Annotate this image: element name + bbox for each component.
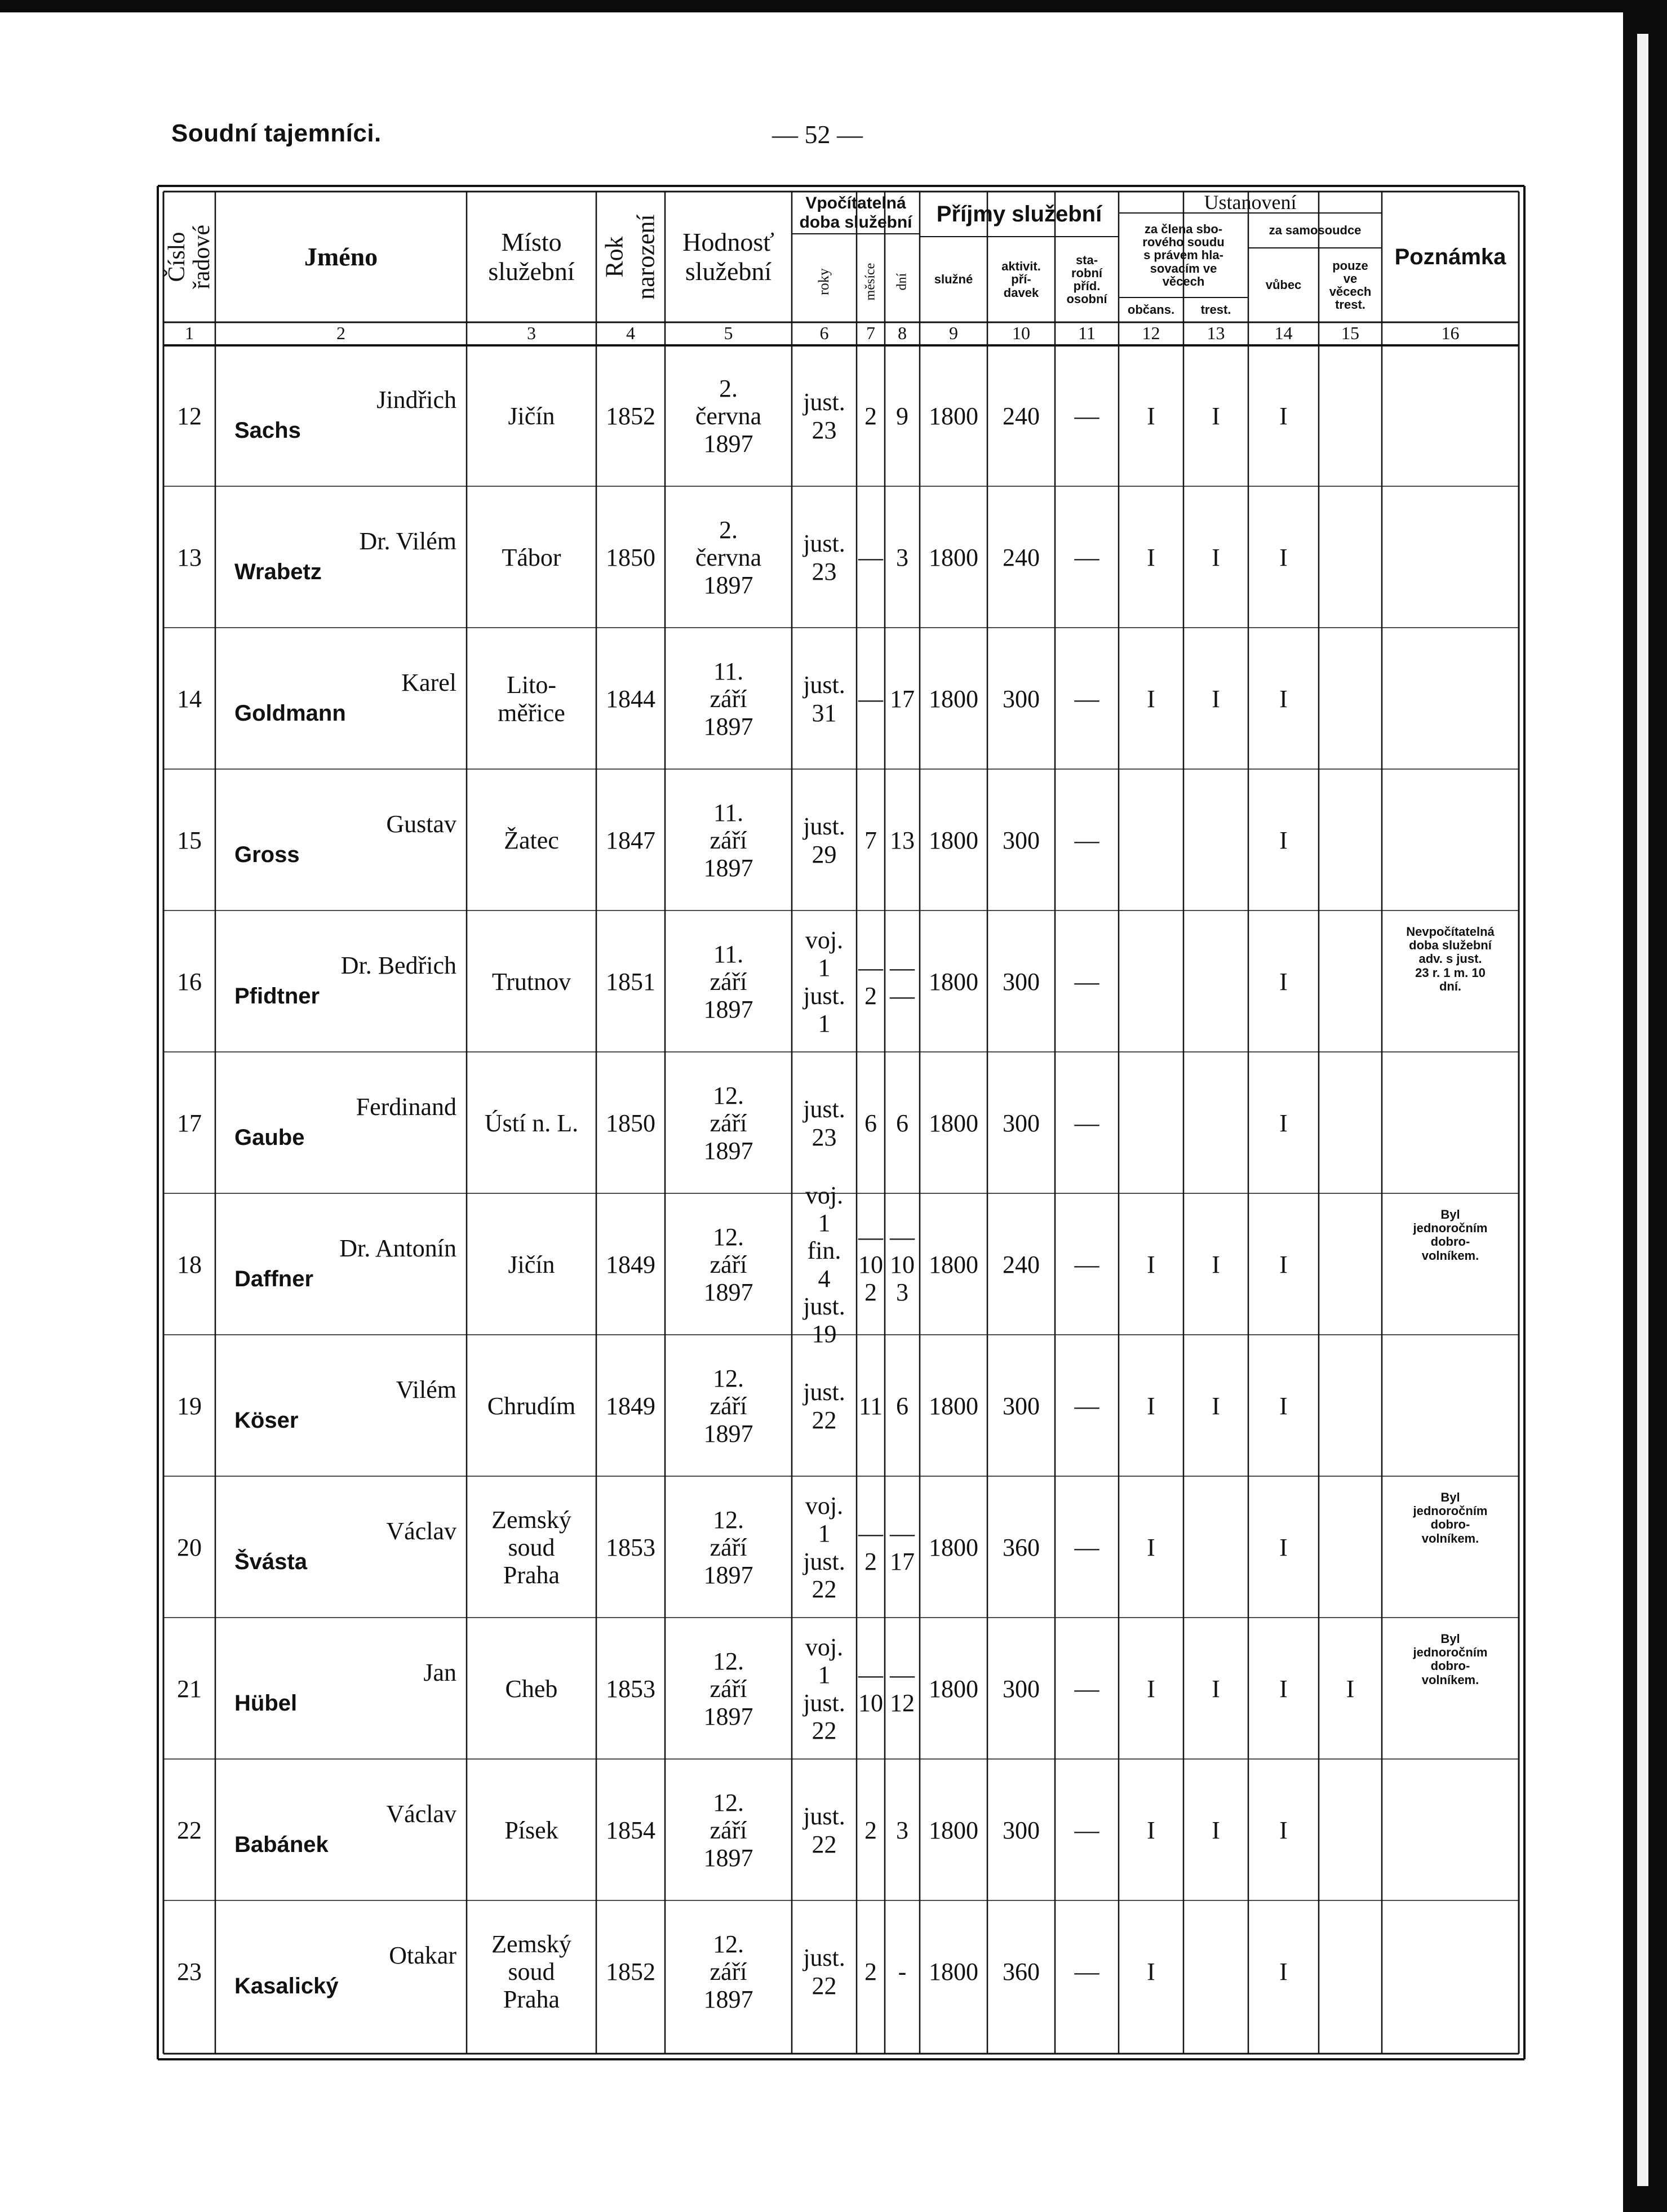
personal-allowance: — xyxy=(1074,1109,1099,1137)
service-months: — xyxy=(858,543,883,571)
panel-civil: I xyxy=(1147,1533,1155,1561)
activity-allowance: 240 xyxy=(1003,1250,1040,1278)
service-years: just. 22 xyxy=(803,1378,845,1434)
page-number: — 52 — xyxy=(772,120,863,149)
salary: 1800 xyxy=(929,1816,978,1844)
remark xyxy=(1382,1055,1519,1191)
service-years: just. 22 xyxy=(803,1944,845,2000)
first-name: Dr. Antonín xyxy=(339,1234,456,1262)
single-judge-general: I xyxy=(1279,1392,1288,1420)
panel-civil: I xyxy=(1147,1392,1155,1420)
single-judge-criminal xyxy=(1319,1762,1382,1898)
service-rank-date: 12. září 1897 xyxy=(703,1364,753,1448)
salary: 1800 xyxy=(929,1533,978,1561)
salary: 1800 xyxy=(929,1109,978,1137)
activity-allowance: 240 xyxy=(1003,543,1040,571)
row-number: 18 xyxy=(177,1250,202,1278)
last-name: Wrabetz xyxy=(234,559,322,584)
single-judge-general: I xyxy=(1279,543,1288,571)
panel-civil xyxy=(1119,914,1183,1050)
remark: Byl jednoročním dobro- volníkem. xyxy=(1413,1490,1488,1545)
row-number: 16 xyxy=(177,967,202,996)
panel-criminal xyxy=(1183,914,1248,1050)
last-name: Gaube xyxy=(234,1125,305,1150)
personal-allowance: — xyxy=(1074,543,1099,571)
birth-year: 1852 xyxy=(606,1957,655,1986)
remark xyxy=(1382,772,1519,908)
service-days: 13 xyxy=(890,826,915,854)
service-years: just. 23 xyxy=(803,530,845,585)
header-trest: trest. xyxy=(1200,303,1231,317)
service-years: just. 31 xyxy=(803,671,845,727)
panel-civil: I xyxy=(1147,543,1155,571)
header-narozeni: narození xyxy=(632,214,660,300)
service-place: Žatec xyxy=(504,826,559,854)
header-ustanoveni: Ustanovení xyxy=(1204,190,1297,214)
personal-allowance: — xyxy=(1074,685,1099,713)
single-judge-criminal xyxy=(1319,1480,1382,1615)
panel-civil: I xyxy=(1147,1250,1155,1278)
single-judge-criminal xyxy=(1319,490,1382,625)
personal-allowance: — xyxy=(1074,967,1099,996)
salary: 1800 xyxy=(929,685,978,713)
first-name: Ferdinand xyxy=(356,1093,456,1121)
header-doba-group: Vpočítatelná doba služební xyxy=(799,193,912,232)
row-number: 13 xyxy=(177,543,202,571)
personal-allowance: — xyxy=(1074,1533,1099,1561)
service-years: voj. 1 fin. 4 just. 19 xyxy=(803,1181,845,1348)
header-roky: roky xyxy=(815,268,832,295)
panel-criminal xyxy=(1183,1055,1248,1191)
service-days: — 12 xyxy=(890,1661,915,1717)
activity-allowance: 240 xyxy=(1003,402,1040,430)
header-hodnost: Hodnosť služební xyxy=(682,228,774,286)
single-judge-criminal xyxy=(1319,1055,1382,1191)
service-place: Písek xyxy=(504,1816,558,1844)
service-days: 6 xyxy=(896,1109,908,1137)
activity-allowance: 300 xyxy=(1003,685,1040,713)
column-number-9: 9 xyxy=(949,323,958,344)
last-name: Köser xyxy=(234,1408,299,1433)
header-radove: řadové xyxy=(189,224,215,290)
service-place: Lito- měřice xyxy=(498,671,565,727)
column-number-7: 7 xyxy=(866,323,875,344)
salary: 1800 xyxy=(929,826,978,854)
activity-allowance: 300 xyxy=(1003,1816,1040,1844)
header-vubec: vůbec xyxy=(1265,278,1302,292)
single-judge-general: I xyxy=(1279,1109,1288,1137)
service-rank-date: 11. září 1897 xyxy=(703,940,753,1024)
single-judge-general: I xyxy=(1279,1674,1288,1703)
last-name: Sachs xyxy=(234,418,301,443)
service-months: 2 xyxy=(864,402,877,430)
personal-allowance: — xyxy=(1074,1957,1099,1986)
row-number: 20 xyxy=(177,1533,202,1561)
activity-allowance: 360 xyxy=(1003,1957,1040,1986)
service-years: voj. 1 just. 1 xyxy=(803,926,845,1037)
service-months: 6 xyxy=(864,1109,877,1137)
single-judge-general: I xyxy=(1279,1533,1288,1561)
birth-year: 1844 xyxy=(606,685,655,713)
service-place: Zemský soud Praha xyxy=(491,1930,571,2014)
panel-criminal: I xyxy=(1212,1250,1220,1278)
remark xyxy=(1382,1762,1519,1898)
service-days: 17 xyxy=(890,685,915,713)
panel-criminal xyxy=(1183,1480,1248,1615)
service-months: 2 xyxy=(864,1957,877,1986)
service-months: 2 xyxy=(864,1816,877,1844)
single-judge-general: I xyxy=(1279,1816,1288,1844)
birth-year: 1847 xyxy=(606,826,655,854)
header-mesice: měsíce xyxy=(863,263,878,301)
single-judge-general: I xyxy=(1279,826,1288,854)
birth-year: 1851 xyxy=(606,967,655,996)
remark: Byl jednoročním dobro- volníkem. xyxy=(1413,1207,1488,1263)
last-name: Hübel xyxy=(234,1691,298,1716)
service-rank-date: 12. září 1897 xyxy=(703,1788,753,1872)
column-number-12: 12 xyxy=(1142,323,1160,344)
service-days: 3 xyxy=(896,1816,908,1844)
activity-allowance: 300 xyxy=(1003,826,1040,854)
remark xyxy=(1382,348,1519,484)
single-judge-criminal xyxy=(1319,914,1382,1050)
service-rank-date: 2. června 1897 xyxy=(695,516,762,599)
column-number-8: 8 xyxy=(898,323,907,344)
last-name: Pfidtner xyxy=(234,984,320,1009)
row-number: 22 xyxy=(177,1816,202,1844)
personal-allowance: — xyxy=(1074,1674,1099,1703)
row-number: 21 xyxy=(177,1674,202,1703)
single-judge-criminal xyxy=(1319,1904,1382,2040)
column-number-15: 15 xyxy=(1341,323,1359,344)
panel-criminal xyxy=(1183,772,1248,908)
panel-civil: I xyxy=(1147,685,1155,713)
salary: 1800 xyxy=(929,402,978,430)
column-number-10: 10 xyxy=(1012,323,1030,344)
column-number-13: 13 xyxy=(1207,323,1225,344)
service-place: Trutnov xyxy=(491,967,571,996)
personal-allowance: — xyxy=(1074,1392,1099,1420)
service-days: 3 xyxy=(896,543,908,571)
salary: 1800 xyxy=(929,1392,978,1420)
single-judge-criminal xyxy=(1319,1197,1382,1332)
single-judge-general: I xyxy=(1279,402,1288,430)
service-months: — 10 xyxy=(858,1661,883,1717)
last-name: Kasalický xyxy=(234,1974,339,1998)
first-name: Jindřich xyxy=(376,386,456,414)
header-starobni: sta- robní příd. osobní xyxy=(1066,252,1107,307)
service-years: voj. 1 just. 22 xyxy=(803,1491,845,1603)
service-rank-date: 12. září 1897 xyxy=(703,1223,753,1307)
last-name: Babánek xyxy=(234,1832,329,1857)
personal-allowance: — xyxy=(1074,1816,1099,1844)
column-number-5: 5 xyxy=(724,323,733,344)
row-number: 15 xyxy=(177,826,202,854)
personal-allowance: — xyxy=(1074,402,1099,430)
single-judge-criminal xyxy=(1319,348,1382,484)
header-misto: Místo služební xyxy=(488,228,575,286)
service-place: Chrudím xyxy=(487,1392,576,1420)
personal-allowance: — xyxy=(1074,1250,1099,1278)
panel-civil xyxy=(1119,772,1183,908)
panel-criminal: I xyxy=(1212,402,1220,430)
column-number-6: 6 xyxy=(819,323,829,344)
single-judge-criminal xyxy=(1319,631,1382,767)
column-number-3: 3 xyxy=(527,323,536,344)
service-rank-date: 2. června 1897 xyxy=(695,374,762,458)
service-place: Tábor xyxy=(502,543,561,571)
header-aktivit: aktivit. pří- davek xyxy=(1001,259,1041,300)
service-rank-date: 12. září 1897 xyxy=(703,1081,753,1165)
panel-civil xyxy=(1119,1055,1183,1191)
row-number: 23 xyxy=(177,1957,202,1986)
single-judge-general: I xyxy=(1279,967,1288,996)
service-years: just. 29 xyxy=(803,812,845,868)
service-months: — 2 xyxy=(858,954,883,1010)
header-poznamka: Poznámka xyxy=(1394,244,1506,269)
panel-criminal xyxy=(1183,1904,1248,2040)
personal-allowance: — xyxy=(1074,826,1099,854)
service-rank-date: 12. září 1897 xyxy=(703,1930,753,2014)
column-number-16: 16 xyxy=(1441,323,1460,344)
service-place: Ústí n. L. xyxy=(484,1109,579,1137)
service-days: - xyxy=(898,1957,907,1986)
service-months: — 2 xyxy=(858,1520,883,1575)
last-name: Švásta xyxy=(234,1549,307,1574)
single-judge-general: I xyxy=(1279,1957,1288,1986)
section-title: Soudní tajemníci. xyxy=(171,119,382,147)
panel-criminal: I xyxy=(1212,1816,1220,1844)
header-cislo: Číslo xyxy=(164,232,190,282)
birth-year: 1849 xyxy=(606,1250,655,1278)
service-days: — — xyxy=(890,954,915,1010)
activity-allowance: 300 xyxy=(1003,1109,1040,1137)
remark: Nevpočítatelná doba služební adv. s just. 23 r. 1 m. 10 dní. xyxy=(1406,925,1495,993)
first-name: Dr. Vilém xyxy=(359,527,456,555)
birth-year: 1852 xyxy=(606,402,655,430)
activity-allowance: 360 xyxy=(1003,1533,1040,1561)
header-sbor-group: za člena sbo- rového soudu s právem hla- sovacím ve věcech xyxy=(1142,222,1225,288)
header-dni: dní xyxy=(894,273,910,291)
service-rank-date: 12. září 1897 xyxy=(703,1505,753,1589)
service-rank-date: 11. září 1897 xyxy=(703,798,753,882)
salary: 1800 xyxy=(929,543,978,571)
panel-civil: I xyxy=(1147,402,1155,430)
service-place: Jičín xyxy=(508,402,555,430)
panel-civil: I xyxy=(1147,1674,1155,1703)
panel-civil: I xyxy=(1147,1816,1155,1844)
panel-criminal: I xyxy=(1212,1392,1220,1420)
first-name: Dr. Bedřich xyxy=(340,952,456,979)
service-months: 7 xyxy=(864,826,877,854)
first-name: Jan xyxy=(423,1659,456,1686)
column-number-1: 1 xyxy=(185,323,194,344)
remark: Byl jednoročním dobro- volníkem. xyxy=(1413,1632,1488,1687)
panel-criminal: I xyxy=(1212,1674,1220,1703)
header-prijmy-group: Příjmy služební xyxy=(936,201,1102,226)
row-number: 14 xyxy=(177,685,202,713)
first-name: Vilém xyxy=(396,1376,456,1403)
column-number-14: 14 xyxy=(1274,323,1293,344)
remark xyxy=(1382,1904,1519,2040)
column-number-2: 2 xyxy=(336,323,345,344)
header-jmeno: Jméno xyxy=(304,242,378,272)
first-name: Václav xyxy=(386,1800,456,1828)
header-obcans: občans. xyxy=(1127,303,1175,317)
header-rok: Rok xyxy=(600,236,628,278)
column-number-4: 4 xyxy=(626,323,635,344)
salary: 1800 xyxy=(929,1674,978,1703)
column-number-11: 11 xyxy=(1078,323,1096,344)
row-number: 17 xyxy=(177,1109,202,1137)
first-name: Gustav xyxy=(386,810,456,838)
service-years: just. 23 xyxy=(803,388,845,444)
row-number: 19 xyxy=(177,1392,202,1420)
row-number: 12 xyxy=(177,402,202,430)
service-years: voj. 1 just. 22 xyxy=(803,1633,845,1744)
birth-year: 1849 xyxy=(606,1392,655,1420)
service-place: Zemský soud Praha xyxy=(491,1505,571,1589)
service-rank-date: 12. září 1897 xyxy=(703,1647,753,1731)
header-samosoudce-group: za samosoudce xyxy=(1269,223,1362,238)
last-name: Daffner xyxy=(234,1267,314,1291)
single-judge-criminal xyxy=(1319,1338,1382,1474)
remark xyxy=(1382,490,1519,625)
service-years: just. 23 xyxy=(803,1095,845,1151)
service-days: — 10 3 xyxy=(890,1223,915,1307)
birth-year: 1850 xyxy=(606,543,655,571)
panel-criminal: I xyxy=(1212,543,1220,571)
service-place: Jičín xyxy=(508,1250,555,1278)
header-sluzne: služné xyxy=(934,272,973,287)
activity-allowance: 300 xyxy=(1003,967,1040,996)
panel-civil: I xyxy=(1147,1957,1155,1986)
birth-year: 1854 xyxy=(606,1816,655,1844)
salary: 1800 xyxy=(929,1250,978,1278)
first-name: Otakar xyxy=(389,1942,456,1969)
single-judge-criminal: I xyxy=(1346,1674,1355,1703)
last-name: Goldmann xyxy=(234,701,346,726)
service-place: Cheb xyxy=(505,1674,558,1703)
remark xyxy=(1382,1338,1519,1474)
birth-year: 1853 xyxy=(606,1674,655,1703)
activity-allowance: 300 xyxy=(1003,1392,1040,1420)
single-judge-general: I xyxy=(1279,1250,1288,1278)
service-days: — 17 xyxy=(890,1520,915,1575)
single-judge-criminal xyxy=(1319,772,1382,908)
first-name: Václav xyxy=(386,1517,456,1545)
service-months: 11 xyxy=(858,1392,883,1420)
last-name: Gross xyxy=(234,842,300,867)
service-days: 6 xyxy=(896,1392,908,1420)
salary: 1800 xyxy=(929,1957,978,1986)
service-rank-date: 11. září 1897 xyxy=(703,657,753,741)
first-name: Karel xyxy=(401,669,456,696)
salary: 1800 xyxy=(929,967,978,996)
birth-year: 1850 xyxy=(606,1109,655,1137)
remark xyxy=(1382,631,1519,767)
birth-year: 1853 xyxy=(606,1533,655,1561)
service-years: just. 22 xyxy=(803,1802,845,1858)
header-pouze: pouze ve věcech trest. xyxy=(1329,258,1372,312)
service-days: 9 xyxy=(896,402,908,430)
single-judge-general: I xyxy=(1279,685,1288,713)
service-months: — 10 2 xyxy=(858,1223,883,1307)
activity-allowance: 300 xyxy=(1003,1674,1040,1703)
service-months: — xyxy=(858,685,883,713)
panel-criminal: I xyxy=(1212,685,1220,713)
